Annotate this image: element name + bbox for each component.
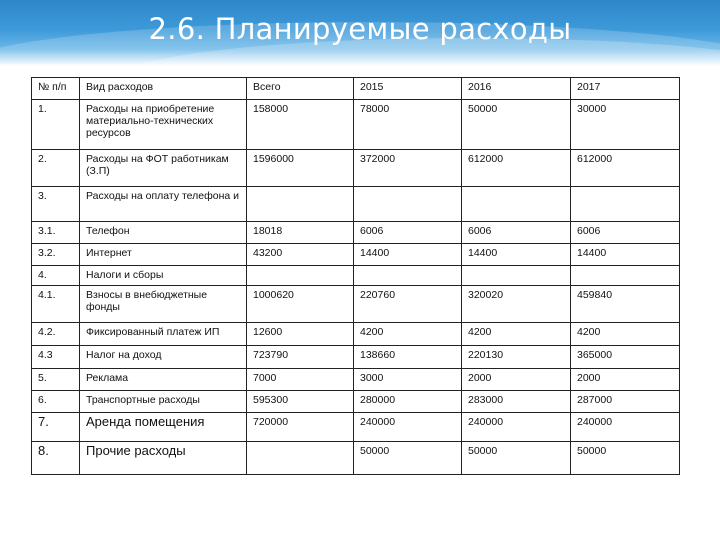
row-total: 720000: [247, 413, 354, 442]
row-num: 4.: [32, 266, 80, 286]
row-2017: 240000: [571, 413, 680, 442]
row-total: 1596000: [247, 150, 354, 187]
row-2015: 280000: [354, 391, 462, 413]
row-name: Налог на доход: [80, 346, 247, 369]
row-2015: 14400: [354, 244, 462, 266]
table-row: [32, 222, 680, 244]
row-total: [247, 187, 354, 222]
row-name: Прочие расходы: [80, 442, 247, 475]
row-2017: 287000: [571, 391, 680, 413]
row-2016: 50000: [462, 442, 571, 475]
row-2015: 220760: [354, 286, 462, 323]
row-num: 4.2.: [32, 323, 80, 346]
row-total: 723790: [247, 346, 354, 369]
row-total: [247, 442, 354, 475]
row-2016: 2000: [462, 369, 571, 391]
row-2017: 50000: [571, 442, 680, 475]
row-name: Фиксированный платеж ИП: [80, 323, 247, 346]
row-total: 12600: [247, 323, 354, 346]
row-name: Налоги и сборы: [80, 266, 247, 286]
row-2017: [571, 187, 680, 222]
row-2016: 4200: [462, 323, 571, 346]
row-2015: 138660: [354, 346, 462, 369]
row-num: 3.: [32, 187, 80, 222]
row-name: Аренда помещения: [80, 413, 247, 442]
row-2017: 6006: [571, 222, 680, 244]
row-2016: 50000: [462, 100, 571, 150]
slide-title: 2.6. Планируемые расходы: [148, 12, 572, 46]
table-row: [32, 346, 680, 369]
row-num: 7.: [32, 413, 80, 442]
row-name: Расходы на ФОТ работникам (З.П): [80, 150, 247, 187]
row-2015: 4200: [354, 323, 462, 346]
table-row: [32, 286, 680, 323]
row-num: 2.: [32, 150, 80, 187]
table-header-row: [32, 78, 680, 100]
table-row: [32, 391, 680, 413]
row-total: 595300: [247, 391, 354, 413]
table-row: [32, 187, 680, 222]
row-2016: [462, 266, 571, 286]
row-2017: 459840: [571, 286, 680, 323]
row-2017: 612000: [571, 150, 680, 187]
header-cell-2015: 2015: [354, 78, 462, 100]
table-row: [32, 100, 680, 150]
table-row: [32, 413, 680, 442]
row-2016: 14400: [462, 244, 571, 266]
row-2016: 220130: [462, 346, 571, 369]
row-2016: 240000: [462, 413, 571, 442]
row-total: 1000620: [247, 286, 354, 323]
row-num: 1.: [32, 100, 80, 150]
row-2015: 372000: [354, 150, 462, 187]
row-2016: 612000: [462, 150, 571, 187]
table-row: [32, 266, 680, 286]
table-row: [32, 323, 680, 346]
row-2017: 365000: [571, 346, 680, 369]
table-row: [32, 150, 680, 187]
header-cell-2017: 2017: [571, 78, 680, 100]
table-row: [32, 244, 680, 266]
row-2017: 30000: [571, 100, 680, 150]
row-2015: 78000: [354, 100, 462, 150]
row-2017: 4200: [571, 323, 680, 346]
row-name: Интернет: [80, 244, 247, 266]
row-2015: [354, 266, 462, 286]
row-num: 4.1.: [32, 286, 80, 323]
row-2017: [571, 266, 680, 286]
row-name: Расходы на оплату телефона и: [80, 187, 247, 222]
row-num: 8.: [32, 442, 80, 475]
row-2017: 2000: [571, 369, 680, 391]
row-name: Расходы на приобретение материально-технических ресурсов: [80, 100, 247, 150]
table-row: [32, 369, 680, 391]
row-name: Реклама: [80, 369, 247, 391]
row-num: 3.2.: [32, 244, 80, 266]
row-num: 5.: [32, 369, 80, 391]
expenses-table: [31, 77, 680, 475]
row-num: 6.: [32, 391, 80, 413]
row-name: Телефон: [80, 222, 247, 244]
header-cell-total: Всего: [247, 78, 354, 100]
header-cell-num: № п/п: [32, 78, 80, 100]
row-2015: [354, 187, 462, 222]
header-cell-name: Вид расходов: [80, 78, 247, 100]
row-2016: 320020: [462, 286, 571, 323]
row-2015: 240000: [354, 413, 462, 442]
row-2015: 6006: [354, 222, 462, 244]
row-total: 18018: [247, 222, 354, 244]
row-total: [247, 266, 354, 286]
row-num: 4.3: [32, 346, 80, 369]
row-total: 158000: [247, 100, 354, 150]
row-2015: 50000: [354, 442, 462, 475]
row-2016: 283000: [462, 391, 571, 413]
row-2016: [462, 187, 571, 222]
header-cell-2016: 2016: [462, 78, 571, 100]
table-row: [32, 442, 680, 475]
row-2015: 3000: [354, 369, 462, 391]
row-2017: 14400: [571, 244, 680, 266]
row-total: 7000: [247, 369, 354, 391]
row-name: Взносы в внебюджетные фонды: [80, 286, 247, 323]
row-total: 43200: [247, 244, 354, 266]
row-2016: 6006: [462, 222, 571, 244]
row-name: Транспортные расходы: [80, 391, 247, 413]
row-num: 3.1.: [32, 222, 80, 244]
